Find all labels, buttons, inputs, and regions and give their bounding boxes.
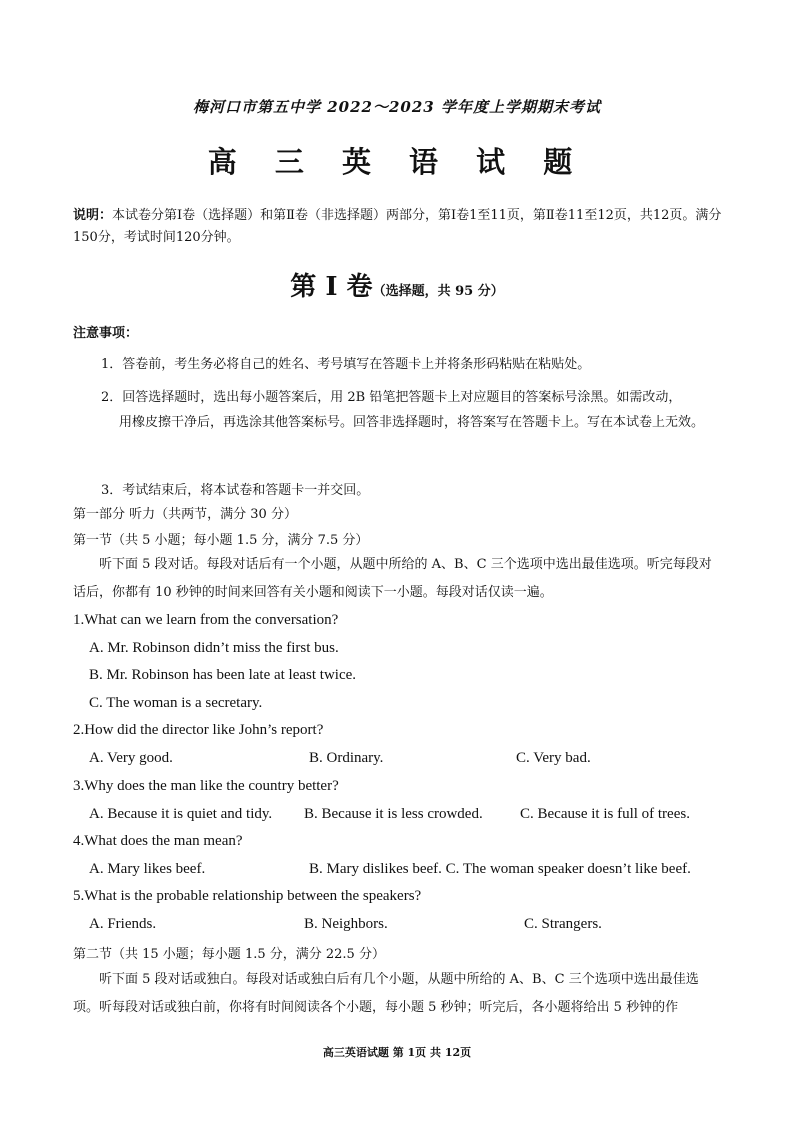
question-3-option-a: A. Because it is quiet and tidy. <box>89 806 273 822</box>
question-1-option-a: A. Mr. Robinson didn’t miss the first bus. <box>89 640 339 656</box>
question-5-option-a: A. Friends. <box>89 916 157 932</box>
notice-item-1: 1．答卷前，考生务必将自己的姓名、考号填写在答题卡上并将条形码粘贴在粘贴处。 <box>101 357 591 372</box>
part1-heading: 第一部分 听力（共两节，满分 30 分） <box>73 507 297 522</box>
question-5-option-c: C. Strangers. <box>524 916 602 932</box>
question-1-option-c: C. The woman is a secretary. <box>89 695 263 711</box>
section2-instructions: 听下面 5 段对话或独白。每段对话或独白后有几个小题，从题中所给的 A、B、C 三个选项中选出最佳选项。听每段对话或独白前，你将有时间阅读各个小题，每小题 5 秒钟；听完后，各小题将给出 5 秒钟的作 <box>73 972 699 1015</box>
question-1-option-b: B. Mr. Robinson has been late at least twice. <box>89 667 357 683</box>
intro-label: 说明： <box>73 208 113 223</box>
volume-title: 第 I 卷 <box>290 272 373 302</box>
question-5-stem: 5.What is the probable relationship between the speakers? <box>73 888 422 904</box>
question-1-stem: 1.What can we learn from the conversation? <box>73 612 339 628</box>
school-exam-line: 梅河口市第五中学 2022～2023 学年度上学期期末考试 <box>193 98 601 116</box>
intro-paragraph <box>73 205 723 249</box>
section2-heading: 第二节（共 15 小题；每小题 1.5 分，满分 22.5 分） <box>73 947 385 962</box>
question-5-option-b: B. Neighbors. <box>304 916 388 932</box>
section1-instructions: 听下面 5 段对话。每段对话后有一个小题，从题中所给的 A、B、C 三个选项中选出最佳选项。听完每段对话后，你都有 10 秒钟的时间来回答有关小题和阅读下一小题。每段对话仅读一遍。 <box>73 557 712 600</box>
question-4-option-a: A. Mary likes beef. <box>89 861 206 877</box>
section1-heading: 第一节（共 5 小题；每小题 1.5 分，满分 7.5 分） <box>73 533 369 548</box>
notice-item-3: 3．考试结束后，将本试卷和答题卡一并交回。 <box>101 483 370 498</box>
question-3-stem: 3.Why does the man like the country better? <box>73 778 339 794</box>
page-footer: 高三英语试题 第 1页 共 12页 <box>322 1046 472 1059</box>
question-2-option-b: B. Ordinary. <box>309 750 384 766</box>
question-3-option-c: C. Because it is full of trees. <box>520 806 690 822</box>
notice-item-2-cont: 用橡皮擦干净后，再选涂其他答案标号。回答非选择题时，将答案写在答题卡上。写在本试卷上无效。 <box>119 415 705 430</box>
question-2-stem: 2.How did the director like John’s report? <box>73 722 324 738</box>
question-2-option-a: A. Very good. <box>89 750 173 766</box>
question-4-option-b: B. Mary dislikes beef. C. The woman speaker doesn’t like beef. <box>309 861 691 877</box>
question-2-option-c: C. Very bad. <box>516 750 591 766</box>
question-3-option-b: B. Because it is less crowded. <box>304 806 483 822</box>
notice-heading: 注意事项： <box>73 326 139 341</box>
question-4-stem: 4.What does the man mean? <box>73 833 243 849</box>
volume-subtitle: （选择题，共 95 分） <box>372 284 504 299</box>
intro-text: 本试卷分第Ⅰ卷（选择题）和第Ⅱ卷（非选择题）两部分，第Ⅰ卷1至11页，第Ⅱ卷11至12页，共12页。满分150分，考试时间120分钟。 <box>73 208 722 245</box>
notice-item-2: 2．回答选择题时，选出每小题答案后，用 2B 铅笔把答题卡上对应题目的答案标号涂黑。如需改动， <box>101 390 682 405</box>
volume-heading <box>0 266 794 303</box>
paper-title: 高 三 英 语 试 题 <box>207 145 587 179</box>
